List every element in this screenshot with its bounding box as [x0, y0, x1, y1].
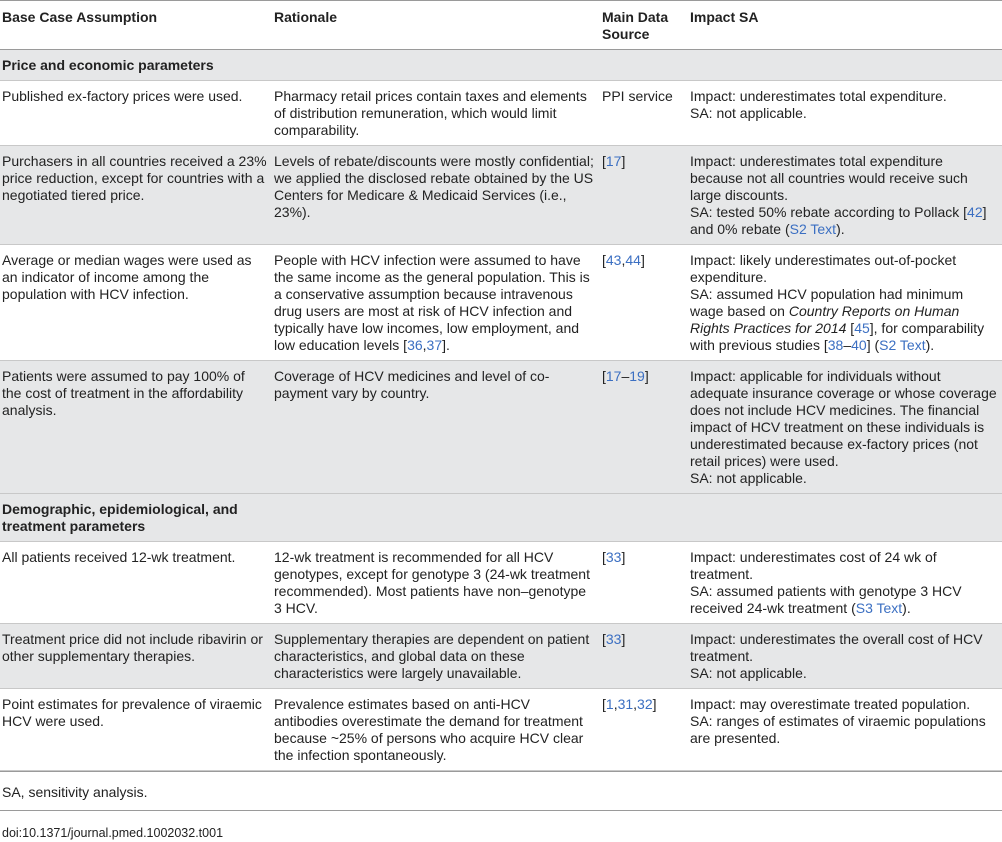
- reference-link[interactable]: 1: [605, 696, 614, 712]
- cell-text: SA: assumed HCV population had minimum wage based on: [690, 286, 964, 319]
- reference-link[interactable]: 38: [827, 337, 844, 353]
- cell-rationale: [272, 624, 600, 689]
- cell-text: [: [602, 153, 606, 169]
- cell-text: ] and 0% rebate (: [690, 204, 987, 237]
- cell-rationale: [272, 361, 600, 494]
- reference-link[interactable]: S2 Text: [879, 337, 926, 353]
- table-body: [0, 50, 1002, 771]
- reference-link[interactable]: 42: [967, 204, 983, 220]
- reference-link[interactable]: S3 Text: [855, 600, 903, 616]
- cell-text: SA: not applicable.: [690, 665, 807, 681]
- cell-assumption: [0, 245, 272, 361]
- cell-source: [600, 146, 688, 245]
- cell-text: Levels of rebate/discounts were mostly confidential; we applied the disclosed rebate obtained by the US Centers for Medicare & Medicaid Services (i.e., 23%).: [274, 153, 594, 220]
- cell-text: Treatment price did not include ribavirin or other supplementary therapies.: [2, 631, 263, 664]
- header-rationale: Rationale: [272, 1, 600, 50]
- cell-impact: [688, 542, 1002, 624]
- cell-text: Impact: underestimates total expenditure because not all countries would receive such large discounts.: [690, 153, 968, 203]
- cell-text: Supplementary therapies are dependent on patient characteristics, and global data on these characteristics were largely unavailable.: [274, 631, 590, 681]
- cell-text: ]: [652, 696, 657, 712]
- cell-text: SA: assumed patients with genotype 3 HCV received 24-wk treatment (: [690, 583, 962, 616]
- cell-text: All patients received 12-wk treatment.: [2, 549, 236, 565]
- cell-text: [: [602, 549, 606, 565]
- reference-link[interactable]: 32: [637, 696, 653, 712]
- section-header-row: [0, 50, 1002, 81]
- cell-text: ,: [621, 252, 626, 268]
- cell-text: ]: [621, 549, 626, 565]
- reference-link[interactable]: 37: [426, 337, 443, 353]
- reference-link[interactable]: 44: [625, 252, 641, 268]
- cell-text: ,: [633, 696, 638, 712]
- cell-text: Purchasers in all countries received a 23% price reduction, except for countries with a negotiated tiered price.: [2, 153, 267, 203]
- cell-impact: [688, 146, 1002, 245]
- reference-link[interactable]: 40: [851, 337, 867, 353]
- cell-text: PPI service: [602, 88, 673, 104]
- table-row: [0, 624, 1002, 689]
- table-row: [0, 146, 1002, 245]
- cell-text: ]: [644, 368, 649, 384]
- reference-link[interactable]: 45: [854, 320, 870, 336]
- cell-impact: [688, 81, 1002, 146]
- cell-source: [600, 689, 688, 771]
- cell-assumption: [0, 542, 272, 624]
- cell-text: Prevalence estimates based on anti-HCV antibodies overestimate the demand for treatment because ~25% of persons who acquire HCV clear the infection spontaneously.: [274, 696, 584, 763]
- cell-text: ,: [422, 337, 427, 353]
- cell-source: [600, 245, 688, 361]
- cell-impact: [688, 624, 1002, 689]
- cell-rationale: [272, 542, 600, 624]
- cell-text: Patients were assumed to pay 100% of the cost of treatment in the affordability analysis.: [2, 368, 245, 418]
- italic-title: Country Reports on Human Rights Practices for 2014: [690, 303, 960, 336]
- cell-text: ).: [836, 221, 845, 237]
- cell-text: [: [602, 696, 606, 712]
- cell-assumption: [0, 146, 272, 245]
- reference-link[interactable]: 33: [605, 631, 622, 647]
- cell-impact: [688, 245, 1002, 361]
- reference-link[interactable]: 17: [605, 153, 622, 169]
- cell-source: [600, 542, 688, 624]
- cell-impact: [688, 689, 1002, 771]
- cell-text: Point estimates for prevalence of viraemic HCV were used.: [2, 696, 262, 729]
- cell-text: ]: [621, 153, 626, 169]
- cell-text: ]: [640, 252, 645, 268]
- cell-source: [600, 81, 688, 146]
- cell-text: Pharmacy retail prices contain taxes and elements of distribution remuneration, which would limit comparability.: [274, 88, 587, 138]
- cell-text: ).: [925, 337, 935, 353]
- cell-text: ].: [442, 337, 450, 353]
- cell-text: Impact: likely underestimates out-of-pocket expenditure.: [690, 252, 957, 285]
- cell-text: ,: [613, 696, 618, 712]
- cell-text: Average or median wages were used as an indicator of income among the population with HCV infection.: [2, 252, 252, 302]
- section-header-row: [0, 494, 1002, 542]
- reference-link[interactable]: 33: [605, 549, 622, 565]
- header-base-case-assumption: Base Case Assumption: [0, 1, 272, 50]
- cell-text: ).: [902, 600, 911, 616]
- header-main-data-source: Main Data Source: [600, 1, 688, 50]
- table-header-row: [0, 1, 1002, 50]
- cell-rationale: [272, 689, 600, 771]
- cell-text: SA: not applicable.: [690, 470, 807, 486]
- table-row: [0, 361, 1002, 494]
- section-spacer: [272, 494, 1002, 542]
- table-row: [0, 81, 1002, 146]
- cell-text: [: [846, 320, 855, 336]
- reference-link[interactable]: 19: [629, 368, 645, 384]
- cell-rationale: [272, 146, 600, 245]
- cell-text: Impact: applicable for individuals without adequate insurance coverage or whose coverage does not include HCV medicines. The financial impact of HCV treatment on these individuals is underestimated because ex-factory prices (not retail prices) were used.: [690, 368, 997, 469]
- cell-text: ], for comparability with previous studies [: [690, 320, 985, 353]
- cell-text: –: [843, 337, 852, 353]
- table-row: [0, 245, 1002, 361]
- cell-rationale: [272, 81, 600, 146]
- cell-text: SA: not applicable.: [690, 105, 807, 121]
- table-row: [0, 542, 1002, 624]
- cell-assumption: [0, 624, 272, 689]
- cell-text: Impact: underestimates cost of 24 wk of treatment.: [690, 549, 937, 582]
- header-impact-sa: Impact SA: [688, 1, 1002, 50]
- cell-impact: [688, 361, 1002, 494]
- cell-text: Impact: may overestimate treated population.: [690, 696, 971, 712]
- cell-text: Published ex-factory prices were used.: [2, 88, 243, 104]
- section-spacer: [272, 50, 1002, 81]
- cell-text: Impact: underestimates the overall cost of HCV treatment.: [690, 631, 983, 664]
- cell-text: ]: [621, 631, 626, 647]
- cell-source: [600, 624, 688, 689]
- table-footnote: SA, sensitivity analysis.: [0, 771, 1002, 811]
- cell-text: –: [621, 368, 630, 384]
- section-title: Price and economic parameters: [0, 50, 272, 81]
- cell-text: SA: tested 50% rebate according to Pollack [: [690, 204, 968, 220]
- reference-link[interactable]: 36: [407, 337, 423, 353]
- reference-link[interactable]: 31: [617, 696, 634, 712]
- cell-text: [: [602, 368, 606, 384]
- cell-text: 12-wk treatment is recommended for all HCV genotypes, except for genotype 3 (24-wk treatment recommended). Most patients have non–genotype 3 HCV.: [274, 549, 590, 616]
- reference-link[interactable]: 17: [605, 368, 622, 384]
- reference-link[interactable]: 43: [605, 252, 622, 268]
- cell-text: Impact: underestimates total expenditure.: [690, 88, 947, 104]
- cell-assumption: [0, 361, 272, 494]
- doi-label: doi:10.1371/journal.pmed.1002032.t001: [2, 826, 224, 840]
- cell-text: ] (: [866, 337, 880, 353]
- cell-source: [600, 361, 688, 494]
- cell-text: SA: ranges of estimates of viraemic populations are presented.: [690, 713, 986, 746]
- cell-text: People with HCV infection were assumed to have the same income as the general population. This is a conservative assumption because intravenous drug users are most at risk of HCV infection and typically have low incomes, low employment, and low education levels [: [274, 252, 590, 353]
- cell-rationale: [272, 245, 600, 361]
- section-title: Demographic, epidemiological, and treatment parameters: [0, 494, 272, 542]
- reference-link[interactable]: S2 Text: [789, 221, 837, 237]
- cell-assumption: [0, 81, 272, 146]
- cell-text: [: [602, 631, 606, 647]
- cell-text: [: [602, 252, 606, 268]
- table-row: [0, 689, 1002, 771]
- cell-assumption: [0, 689, 272, 771]
- cell-text: Coverage of HCV medicines and level of co-payment vary by country.: [274, 368, 550, 401]
